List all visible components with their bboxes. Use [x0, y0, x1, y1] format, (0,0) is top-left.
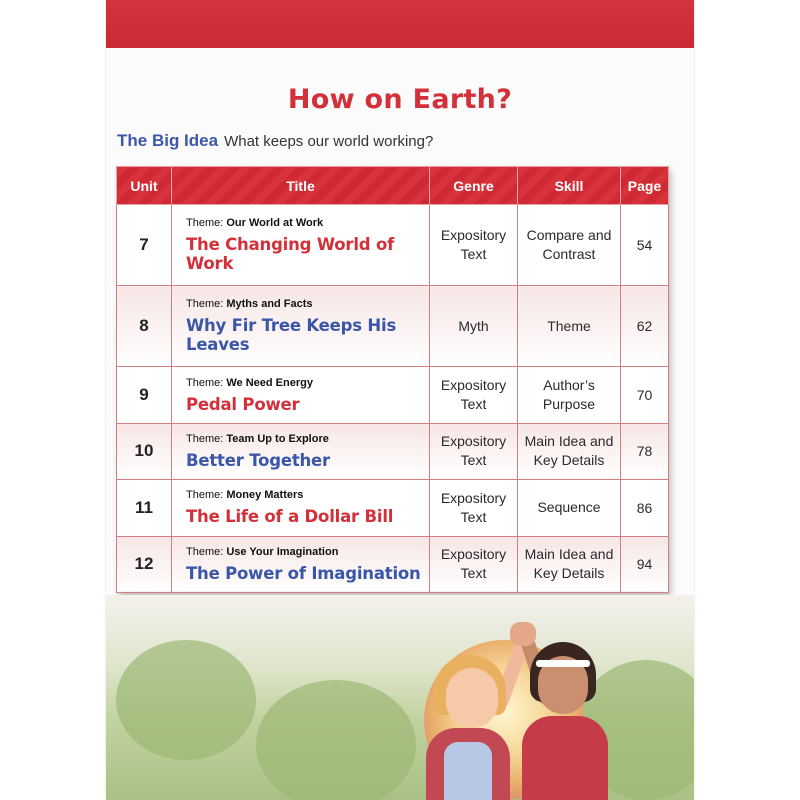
genre-line: Text [460, 565, 487, 582]
table-body [117, 205, 669, 593]
story-title[interactable]: Pedal Power [186, 394, 300, 414]
genre-line: Expository [440, 489, 507, 506]
genre-cell [430, 205, 518, 286]
theme-name: Myths and Facts [226, 298, 313, 311]
header-genre: Genre [430, 167, 518, 205]
page-number: 78 [621, 423, 669, 479]
skill-cell [518, 286, 621, 367]
unit-number: 11 [117, 480, 172, 536]
top-color-band [106, 0, 694, 48]
book-page [106, 0, 694, 800]
unit-number: 12 [117, 536, 172, 592]
genre-line: Expository [440, 377, 507, 394]
unit-number: 9 [117, 367, 172, 423]
genre-line: Expository [440, 227, 507, 244]
table-header-row [117, 167, 669, 205]
story-title[interactable]: The Power of Imagination [186, 563, 421, 583]
skill-cell [518, 205, 621, 286]
bush-shape [256, 680, 416, 800]
skill-line: Compare and [526, 227, 612, 244]
title-cell [172, 536, 430, 592]
skill-cell [518, 536, 621, 592]
skill-cell [518, 423, 621, 479]
genre-cell [430, 536, 518, 592]
story-title[interactable]: The Life of a Dollar Bill [186, 507, 394, 527]
story-title[interactable]: Why Fir Tree Keeps His Leaves [186, 316, 397, 355]
theme-name: Our World at Work [226, 217, 324, 230]
theme-prefix: Theme: [186, 432, 224, 445]
theme-prefix: Theme: [186, 376, 224, 389]
skill-line: Contrast [542, 246, 596, 263]
skill-line: Author’s [543, 377, 595, 394]
skill-line: Sequence [537, 499, 601, 516]
genre-line: Text [460, 452, 487, 469]
skill-line: Purpose [542, 396, 596, 413]
page-number: 70 [621, 367, 669, 423]
table-row [117, 205, 669, 286]
genre-line: Text [460, 396, 487, 413]
story-title[interactable]: The Changing World of Work [186, 235, 395, 274]
title-cell [172, 367, 430, 423]
theme-line [186, 217, 428, 229]
header-page: Page [621, 167, 669, 205]
skill-cell [518, 480, 621, 536]
kid-body [522, 716, 608, 800]
title-cell [172, 205, 430, 286]
unit-number: 8 [117, 286, 172, 367]
theme-line [186, 377, 428, 389]
genre-line: Expository [440, 546, 507, 563]
genre-cell [430, 423, 518, 479]
header-title: Title [172, 167, 430, 205]
title-cell [172, 480, 430, 536]
theme-prefix: Theme: [186, 489, 224, 502]
theme-name: Money Matters [226, 489, 304, 502]
joined-hands [510, 622, 536, 646]
page-number: 86 [621, 480, 669, 536]
genre-cell [430, 367, 518, 423]
genre-cell [430, 480, 518, 536]
skill-cell [518, 367, 621, 423]
table-row [117, 286, 669, 367]
genre-line: Text [460, 246, 487, 263]
skill-line: Theme [547, 317, 591, 334]
theme-name: Use Your Imagination [226, 545, 339, 558]
genre-line: Myth [458, 317, 489, 334]
girl-apron [444, 742, 492, 800]
page-number: 54 [621, 205, 669, 286]
skill-line: Key Details [533, 452, 605, 469]
big-idea-label: The Big Idea [117, 131, 219, 150]
page-number: 94 [621, 536, 669, 592]
theme-line [186, 298, 428, 310]
story-title[interactable]: Better Together [186, 450, 330, 470]
page-title: How on Earth? [287, 84, 513, 115]
skill-line: Main Idea and [524, 546, 614, 563]
theme-name: We Need Energy [226, 376, 313, 389]
contents-table-wrapper [116, 166, 668, 593]
big-idea [117, 131, 433, 151]
girl-face [446, 668, 498, 728]
theme-line [186, 546, 428, 558]
table-row [117, 423, 669, 479]
genre-cell [430, 286, 518, 367]
header-skill: Skill [518, 167, 621, 205]
big-idea-question: What keeps our world working? [224, 133, 434, 150]
theme-line [186, 433, 428, 445]
table-row [117, 367, 669, 423]
title-cell [172, 423, 430, 479]
theme-name: Team Up to Explore [226, 432, 329, 445]
page-number: 62 [621, 286, 669, 367]
headband [536, 660, 590, 667]
table-row [117, 536, 669, 592]
theme-prefix: Theme: [186, 298, 224, 311]
unit-number: 10 [117, 423, 172, 479]
skill-line: Main Idea and [524, 433, 614, 450]
theme-prefix: Theme: [186, 545, 224, 558]
table-row [117, 480, 669, 536]
unit-number: 7 [117, 205, 172, 286]
title-cell [172, 286, 430, 367]
theme-line [186, 489, 428, 501]
genre-line: Text [460, 508, 487, 525]
header-unit: Unit [117, 167, 172, 205]
skill-line: Key Details [533, 565, 605, 582]
theme-prefix: Theme: [186, 217, 224, 230]
bush-shape [116, 640, 256, 760]
genre-line: Expository [440, 433, 507, 450]
contents-table [116, 166, 669, 593]
